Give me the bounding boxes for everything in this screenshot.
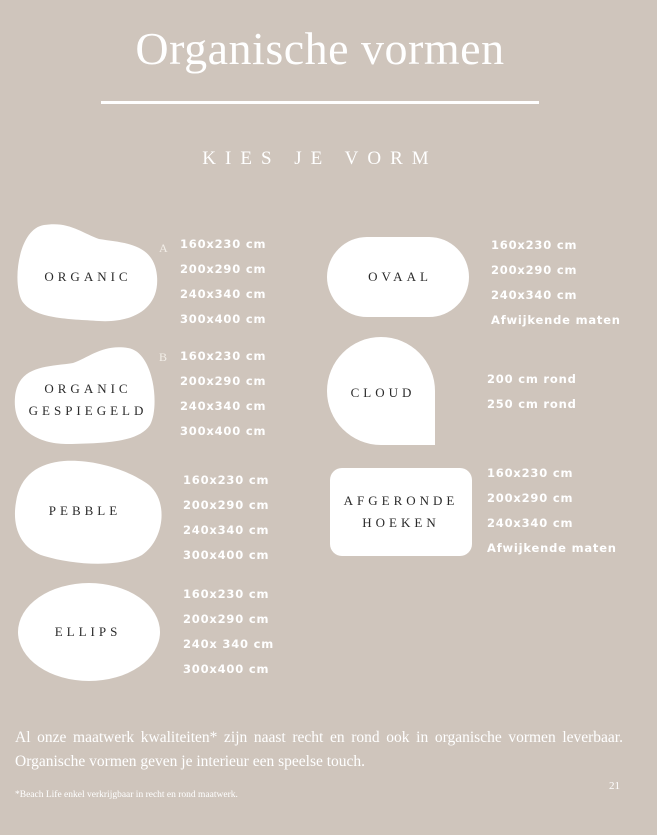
size-item: 160x230 cm — [183, 587, 270, 601]
title-divider — [101, 101, 539, 104]
size-item: 240x340 cm — [491, 288, 578, 302]
pebble-sizes — [183, 468, 269, 568]
label-line: AFGERONDE — [343, 493, 459, 508]
organic-letter: A — [159, 241, 168, 255]
label-line: HOEKEN — [362, 515, 440, 530]
size-item: 250 cm rond — [487, 397, 577, 411]
pebble-label: PEBBLE — [48, 503, 122, 518]
size-item: 200x290 cm — [180, 374, 267, 388]
size-item: 300x400 cm — [180, 312, 267, 326]
organic-gespiegeld-sizes — [180, 344, 266, 444]
size-item: 240x340 cm — [183, 523, 270, 537]
label-line: ORGANIC — [44, 381, 132, 396]
size-item: 160x230 cm — [183, 473, 270, 487]
footnote: *Beach Life enkel verkrijgbaar in recht en rond maatwerk. — [15, 790, 238, 800]
ovaal-label: OVAAL — [368, 269, 432, 284]
organic-gespiegeld-letter: B — [159, 350, 168, 364]
size-item: 160x230 cm — [491, 238, 578, 252]
ovaal-sizes — [491, 233, 621, 333]
size-item: Afwijkende maten — [491, 313, 621, 327]
size-item: 240x340 cm — [180, 399, 267, 413]
size-item: 240x340 cm — [180, 287, 267, 301]
organic-gespiegeld-label — [18, 378, 158, 422]
size-item: 160x230 cm — [180, 237, 267, 251]
size-item: 200x290 cm — [180, 262, 267, 276]
cloud-sizes — [487, 367, 577, 417]
page-title: Organische vormen — [135, 23, 505, 74]
size-item: 200x290 cm — [491, 263, 578, 277]
size-item: 200x290 cm — [183, 498, 270, 512]
cloud-label: CLOUD — [350, 385, 416, 400]
organic-label: ORGANIC — [44, 269, 132, 284]
organic-sizes — [180, 232, 266, 332]
size-item: 160x230 cm — [487, 466, 574, 480]
size-item: 240x 340 cm — [183, 637, 275, 651]
label-line: GESPIEGELD — [28, 403, 148, 418]
size-item: 300x400 cm — [183, 548, 270, 562]
size-item: 240x340 cm — [487, 516, 574, 530]
size-item: Afwijkende maten — [487, 541, 617, 555]
ellips-sizes — [183, 582, 274, 682]
size-item: 300x400 cm — [183, 662, 270, 676]
body-text: Al onze maatwerk kwaliteiten* zijn naast recht en rond ook in organische vormen leverbaar. Organische vormen geven je interieur een speelse touch. — [15, 729, 623, 770]
page-number: 21 — [609, 780, 620, 792]
size-item: 200x290 cm — [183, 612, 270, 626]
size-item: 160x230 cm — [180, 349, 267, 363]
size-item: 200x290 cm — [487, 491, 574, 505]
size-item: 200 cm rond — [487, 372, 577, 386]
size-item: 300x400 cm — [180, 424, 267, 438]
afgeronde-hoeken-sizes — [487, 461, 617, 561]
section-subtitle: KIES JE VORM — [202, 148, 438, 169]
ellips-label: ELLIPS — [54, 624, 122, 639]
afgeronde-hoeken-label — [334, 490, 468, 534]
